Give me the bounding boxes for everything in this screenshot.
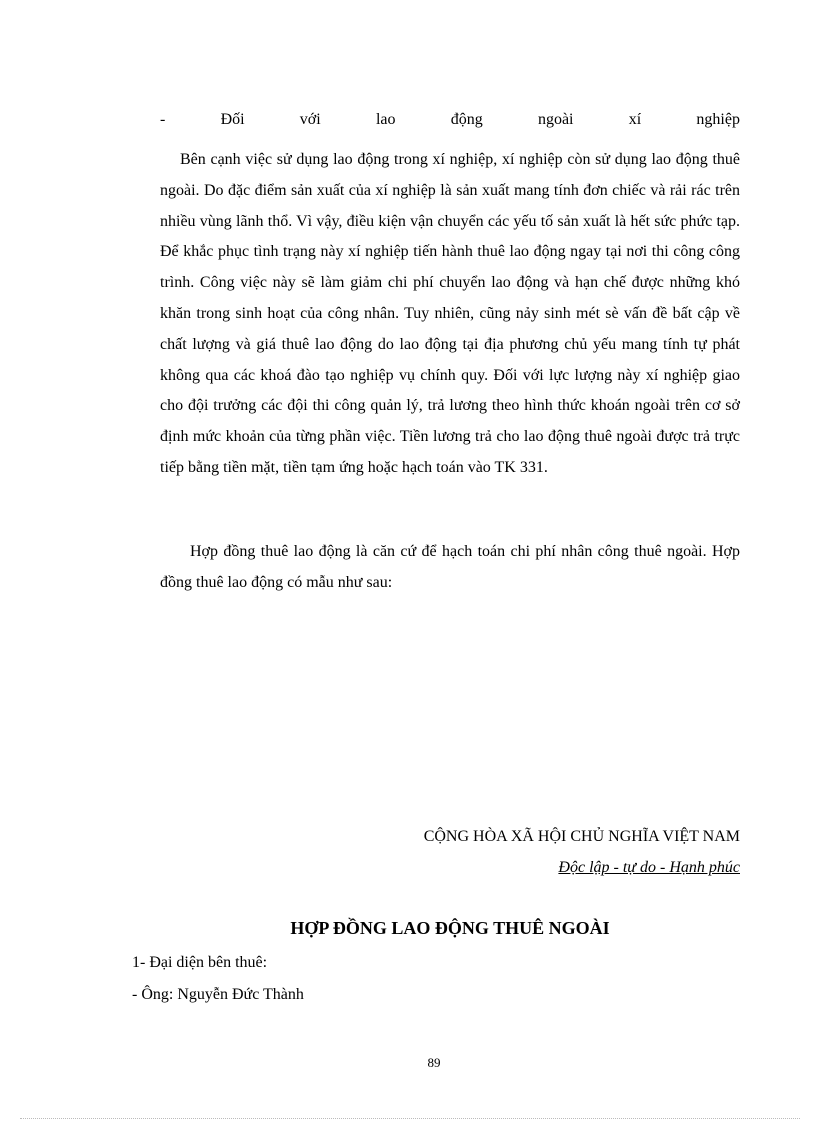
national-header-country: CỘNG HÒA XÃ HỘI CHỦ NGHĨA VIỆT NAM [423, 828, 740, 845]
word: - [160, 111, 166, 128]
contract-representative-line: 1- Đại diện bên thuê: [132, 954, 268, 971]
contract-title: HỢP ĐỒNG LAO ĐỘNG THUÊ NGOÀI [290, 918, 610, 938]
word: động [450, 111, 483, 128]
contract-person-line: - Ông: Nguyễn Đức Thành [132, 986, 304, 1003]
word: với [299, 111, 321, 128]
word: nghiệp [696, 111, 740, 128]
page-bottom-divider [20, 1118, 800, 1119]
body-paragraph-2: Hợp đồng thuê lao động là căn cứ để hạch toán chi phí nhân công thuê ngoài. Hợp đồng thuê lao động có mẫu như sau: [160, 543, 740, 591]
page-number: 89 [427, 1055, 441, 1070]
word: ngoài [537, 111, 574, 128]
word: lao [375, 111, 396, 128]
body-paragraph-1: Bên cạnh việc sử dụng lao động trong xí nghiệp, xí nghiệp còn sử dụng lao động thuê ngoài. Do đặc điểm sản xuất của xí nghiệp là sản xuất mang tính đơn chiếc và rải rác trên nhiều vùng lãnh thổ. Vì vậy, điều kiện vận chuyển các yếu tố sản xuất là hết sức phức tạp. Để khắc phục tình trạng này xí nghiệp tiến hành thuê lao động ngay tại nơi thi công công trình. Công việc này sẽ làm giảm chi phí chuyển lao động và hạn chế được những khó khăn trong sinh hoạt của công nhân. Tuy nhiên, cũng nảy sinh mét sè vấn đề bất cập về chất lượng và giá thuê lao động do lao động tại địa phương chủ yếu mang tính tự phát không qua các khoá đào tạo nghiệp vụ chính quy. Đối với lực lượng này xí nghiệp giao cho đội trưởng các đội thi công quản lý, trả lương theo hình thức khoán ngoài trên cơ sở định mức khoản của từng phần việc. Tiền lương trả cho lao động thuê ngoài được trả trực tiếp bằng tiền mặt, tiền tạm ứng hoặc hạch toán vào TK 331. [160, 151, 740, 476]
section-heading-line [160, 110, 740, 130]
word: xí [628, 111, 642, 128]
word: Đối [220, 111, 245, 128]
national-motto: Độc lập - tự do - Hạnh phúc [558, 859, 740, 876]
